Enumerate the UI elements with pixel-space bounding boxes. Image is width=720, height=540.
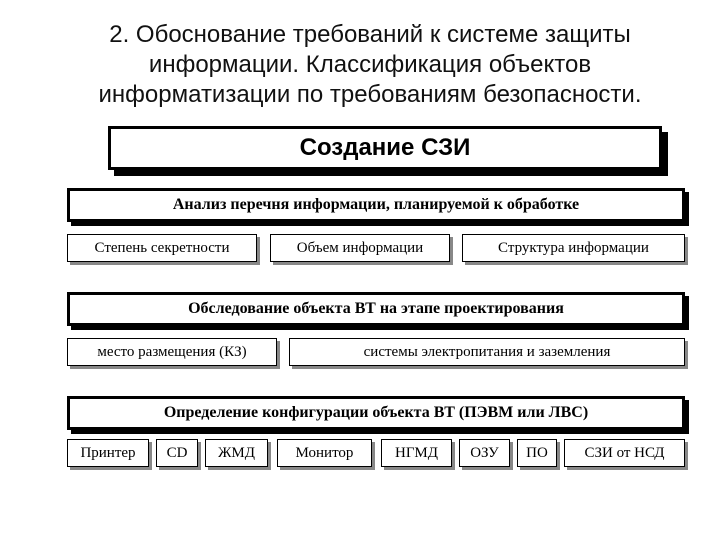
- slide-title: [60, 20, 680, 110]
- item-printer: Принтер: [67, 439, 149, 467]
- main-box: Создание СЗИ: [108, 126, 662, 170]
- item-monitor: Монитор: [277, 439, 372, 467]
- item-software: ПО: [517, 439, 557, 467]
- item-location: место размещения (КЗ): [67, 338, 277, 366]
- item-hdd: ЖМД: [205, 439, 268, 467]
- section-survey-header: Обследование объекта ВТ на этапе проектирования: [67, 292, 685, 326]
- section-analysis-header: Анализ перечня информации, планируемой к обработке: [67, 188, 685, 222]
- item-szi-nsd: СЗИ от НСД: [564, 439, 685, 467]
- item-secrecy-level: Степень секретности: [67, 234, 257, 262]
- item-info-volume: Объем информации: [270, 234, 450, 262]
- item-floppy: НГМД: [381, 439, 452, 467]
- item-cd: CD: [156, 439, 198, 467]
- title-line-1: 2. Обоснование требований к системе защиты: [109, 21, 631, 48]
- section-config-header: Определение конфигурации объекта ВТ (ПЭВМ или ЛВС): [67, 396, 685, 430]
- title-line-3: информатизации по требованиям безопасности.: [98, 81, 642, 108]
- item-power-grounding: системы электропитания и заземления: [289, 338, 685, 366]
- item-info-structure: Структура информации: [462, 234, 685, 262]
- item-ram: ОЗУ: [459, 439, 510, 467]
- title-line-2: информации. Классификация объектов: [148, 51, 592, 78]
